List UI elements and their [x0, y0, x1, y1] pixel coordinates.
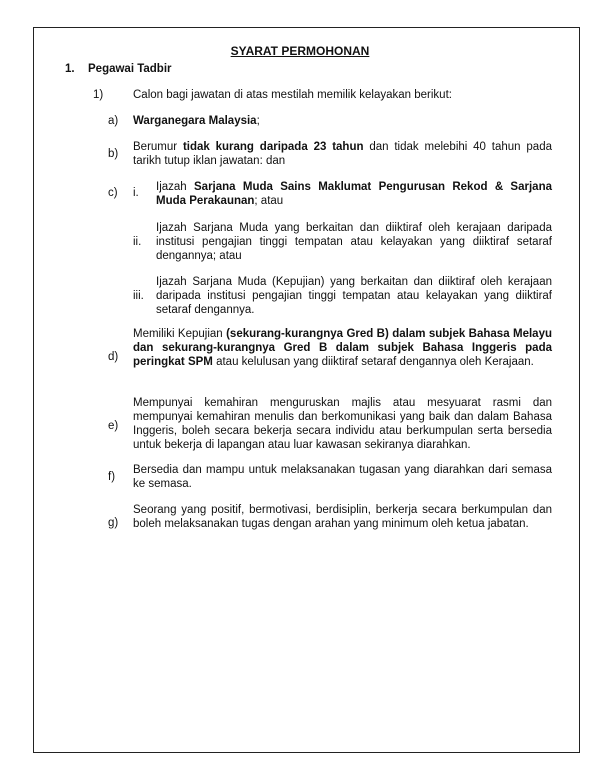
- item-b-text: [133, 140, 552, 168]
- item-c-i-label: i.: [133, 187, 139, 199]
- item-c-label: c): [108, 187, 118, 199]
- item-d-text: [133, 327, 552, 369]
- item-d-bold: (sekurang-kurangnya Gred B) dalam subjek Bahasa Melayu dan sekurang-kurangnya Gred B dalam subjek Bahasa Inggeris pada peringkat SPM: [133, 328, 552, 368]
- item-d-pre: Memiliki Kepujian: [133, 328, 227, 340]
- item-g-label: g): [108, 517, 119, 529]
- page-border: [33, 27, 580, 753]
- item-d-post: atau kelulusan yang diiktiraf setaraf dengannya oleh Kerajaan.: [212, 356, 534, 368]
- section-heading: Pegawai Tadbir: [88, 63, 172, 75]
- item-a-bold: Warganegara Malaysia: [133, 115, 257, 127]
- page-title: SYARAT PERMOHONAN: [230, 44, 370, 58]
- intro-text: Calon bagi jawatan di atas mestilah memilik kelayakan berikut:: [133, 89, 452, 101]
- item-e-label: e): [108, 420, 119, 432]
- item-c-i-pre: Ijazah: [156, 181, 195, 193]
- item-c-i-post: ; atau: [254, 195, 284, 207]
- item-c-ii-text: Ijazah Sarjana Muda yang berkaitan dan diiktiraf oleh kerajaan daripada institusi pengajian tinggi tempatan atau kelayakan yang diiktiraf setaraf dengannya; atau: [156, 222, 552, 262]
- item-c-i-bold: Sarjana Muda Sains Maklumat Pengurusan Rekod & Sarjana Muda Perakaunan: [156, 181, 552, 207]
- intro-label: 1): [93, 89, 104, 101]
- item-c-iii-label: iii.: [133, 290, 144, 302]
- item-b-label: b): [108, 148, 119, 160]
- item-b-bold: tidak kurang daripada 23 tahun: [182, 141, 364, 153]
- item-d-label: d): [108, 351, 119, 363]
- item-b-post: dan tidak melebihi 40 tahun pada tarikh tutup iklan jawatan: dan: [133, 141, 552, 167]
- item-g-text: Seorang yang positif, bermotivasi, berdisiplin, berkerja secara berkumpulan dan boleh melaksanakan tugas dengan arahan yang minimum oleh ketua jabatan.: [133, 504, 552, 530]
- item-a-label: a): [108, 115, 119, 127]
- section-number: 1.: [65, 63, 75, 75]
- item-c-iii-text: Ijazah Sarjana Muda (Kepujian) yang berkaitan dan diiktiraf oleh kerajaan daripada institusi pengajian tinggi tempatan atau kelayakan yang diiktiraf setaraf dengannya.: [156, 276, 552, 316]
- item-c-i-text: [156, 180, 552, 208]
- item-a-rest: ;: [256, 115, 260, 127]
- item-f-label: f): [108, 471, 116, 483]
- item-e-text: Mempunyai kemahiran menguruskan majlis atau mesyuarat rasmi dan mempunyai kemahiran menulis dan berkomunikasi yang baik dan dalam Bahasa Inggeris, boleh secara bekerja secara individu atau berkumpulan serta bersedia untuk bekerja di lapangan atau luar kawasan sekiranya diarahkan.: [133, 397, 552, 451]
- item-b-pre: Berumur: [133, 141, 183, 153]
- item-a-text: [133, 114, 552, 128]
- item-c-ii-label: ii.: [133, 236, 142, 248]
- item-f-text: Bersedia dan mampu untuk melaksanakan tugasan yang diarahkan dari semasa ke semasa.: [133, 464, 552, 490]
